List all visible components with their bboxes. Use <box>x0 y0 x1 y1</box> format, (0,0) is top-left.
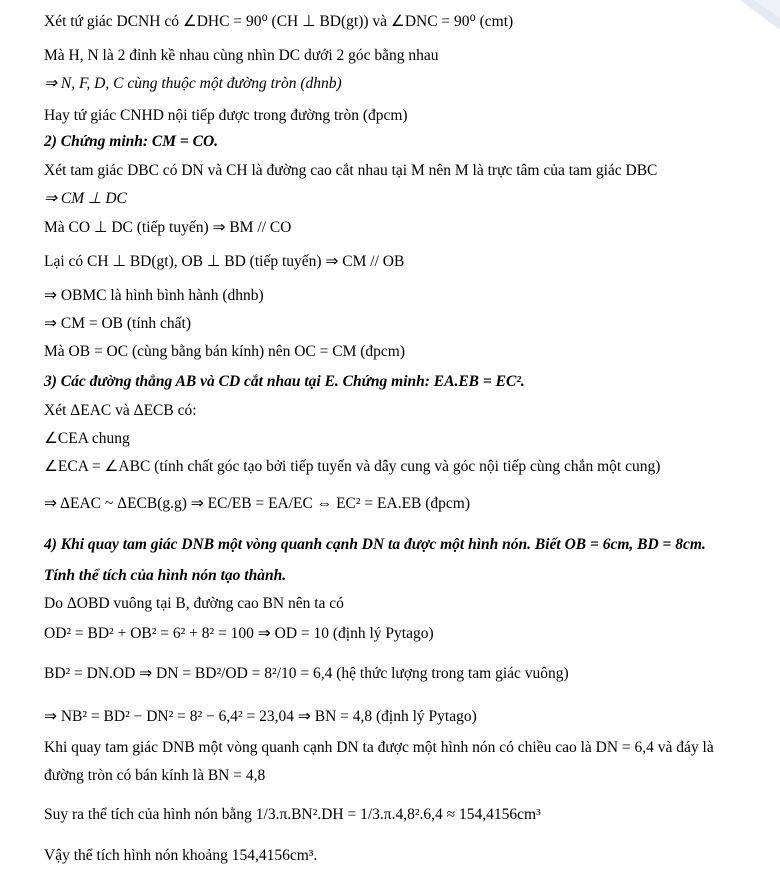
text-line: Do ΔOBD vuông tại B, đường cao BN nên ta có <box>44 595 344 612</box>
text-line: Mà CO ⊥ DC (tiếp tuyến) ⇒ BM // CO <box>44 219 292 236</box>
text-line: ⇒ CM ⊥ DC <box>44 190 127 207</box>
text-line: đường tròn có bán kính là BN = 4,8 <box>44 767 266 784</box>
section-heading: 4) Khi quay tam giác DNB một vòng quanh cạnh DN ta được một hình nón. Biết OB = 6cm, BD = 8cm. <box>44 536 706 553</box>
text-line: Vậy thể tích hình nón khoảng 154,4156cm³. <box>44 847 318 864</box>
text-line: Mà H, N là 2 đỉnh kề nhau cùng nhìn DC dưới 2 góc bằng nhau <box>44 47 439 64</box>
text-line: ⇒ N, F, D, C cùng thuộc một đường tròn (dhnb) <box>44 75 342 92</box>
text-line: Mà OB = OC (cùng bằng bán kính) nên OC = CM (đpcm) <box>44 343 406 360</box>
text-line: Xét tứ giác DCNH có ∠DHC = 90⁰ (CH ⊥ BD(gt)) và ∠DNC = 90⁰ (cmt) <box>44 13 514 30</box>
text-line: ∠ECA = ∠ABC (tính chất góc tạo bởi tiếp tuyến và dây cung và góc nội tiếp cùng chắn một cung) <box>44 458 661 475</box>
text-line: ∠CEA chung <box>44 430 130 447</box>
text-line: ⇒ OBMC là hình bình hành (dhnb) <box>44 287 264 304</box>
text-line: Xét tam giác DBC có DN và CH là đường cao cắt nhau tại M nên M là trực tâm của tam giác DBC <box>44 162 658 179</box>
formula-line: Suy ra thể tích của hình nón bằng 1/3.π.BN².DH = 1/3.π.4,8².6,4 ≈ 154,4156cm³ <box>44 806 541 823</box>
corner-decoration <box>720 0 780 30</box>
text-line: ⇒ CM = OB (tính chất) <box>44 315 192 332</box>
formula-line: BD² = DN.OD ⇒ DN = BD²/OD = 8²/10 = 6,4 (hệ thức lượng trong tam giác vuông) <box>44 665 569 682</box>
text-line: Khi quay tam giác DNB một vòng quanh cạnh DN ta được một hình nón có chiều cao là DN = 6,4 và đáy là <box>44 739 714 756</box>
section-heading: Tính thể tích của hình nón tạo thành. <box>44 567 287 584</box>
formula-line: ⇒ NB² = BD² − DN² = 8² − 6,4² = 23,04 ⇒ BN = 4,8 (định lý Pytago) <box>44 708 477 725</box>
text-line: Xét ΔEAC và ΔECB có: <box>44 402 197 419</box>
text-line: Lại có CH ⊥ BD(gt), OB ⊥ BD (tiếp tuyến) ⇒ CM // OB <box>44 253 405 270</box>
formula-line: OD² = BD² + OB² = 6² + 8² = 100 ⇒ OD = 10 (định lý Pytago) <box>44 625 434 642</box>
text-line: Hay tứ giác CNHD nội tiếp được trong đường tròn (đpcm) <box>44 107 408 124</box>
formula-line: ⇒ ΔEAC ~ ΔECB(g.g) ⇒ EC/EB = EA/EC ⇔ EC² = EA.EB (đpcm) <box>44 495 471 512</box>
section-heading: 3) Các đường thẳng AB và CD cắt nhau tại E. Chứng minh: EA.EB = EC². <box>44 373 525 390</box>
section-heading: 2) Chứng minh: CM = CO. <box>44 133 219 150</box>
